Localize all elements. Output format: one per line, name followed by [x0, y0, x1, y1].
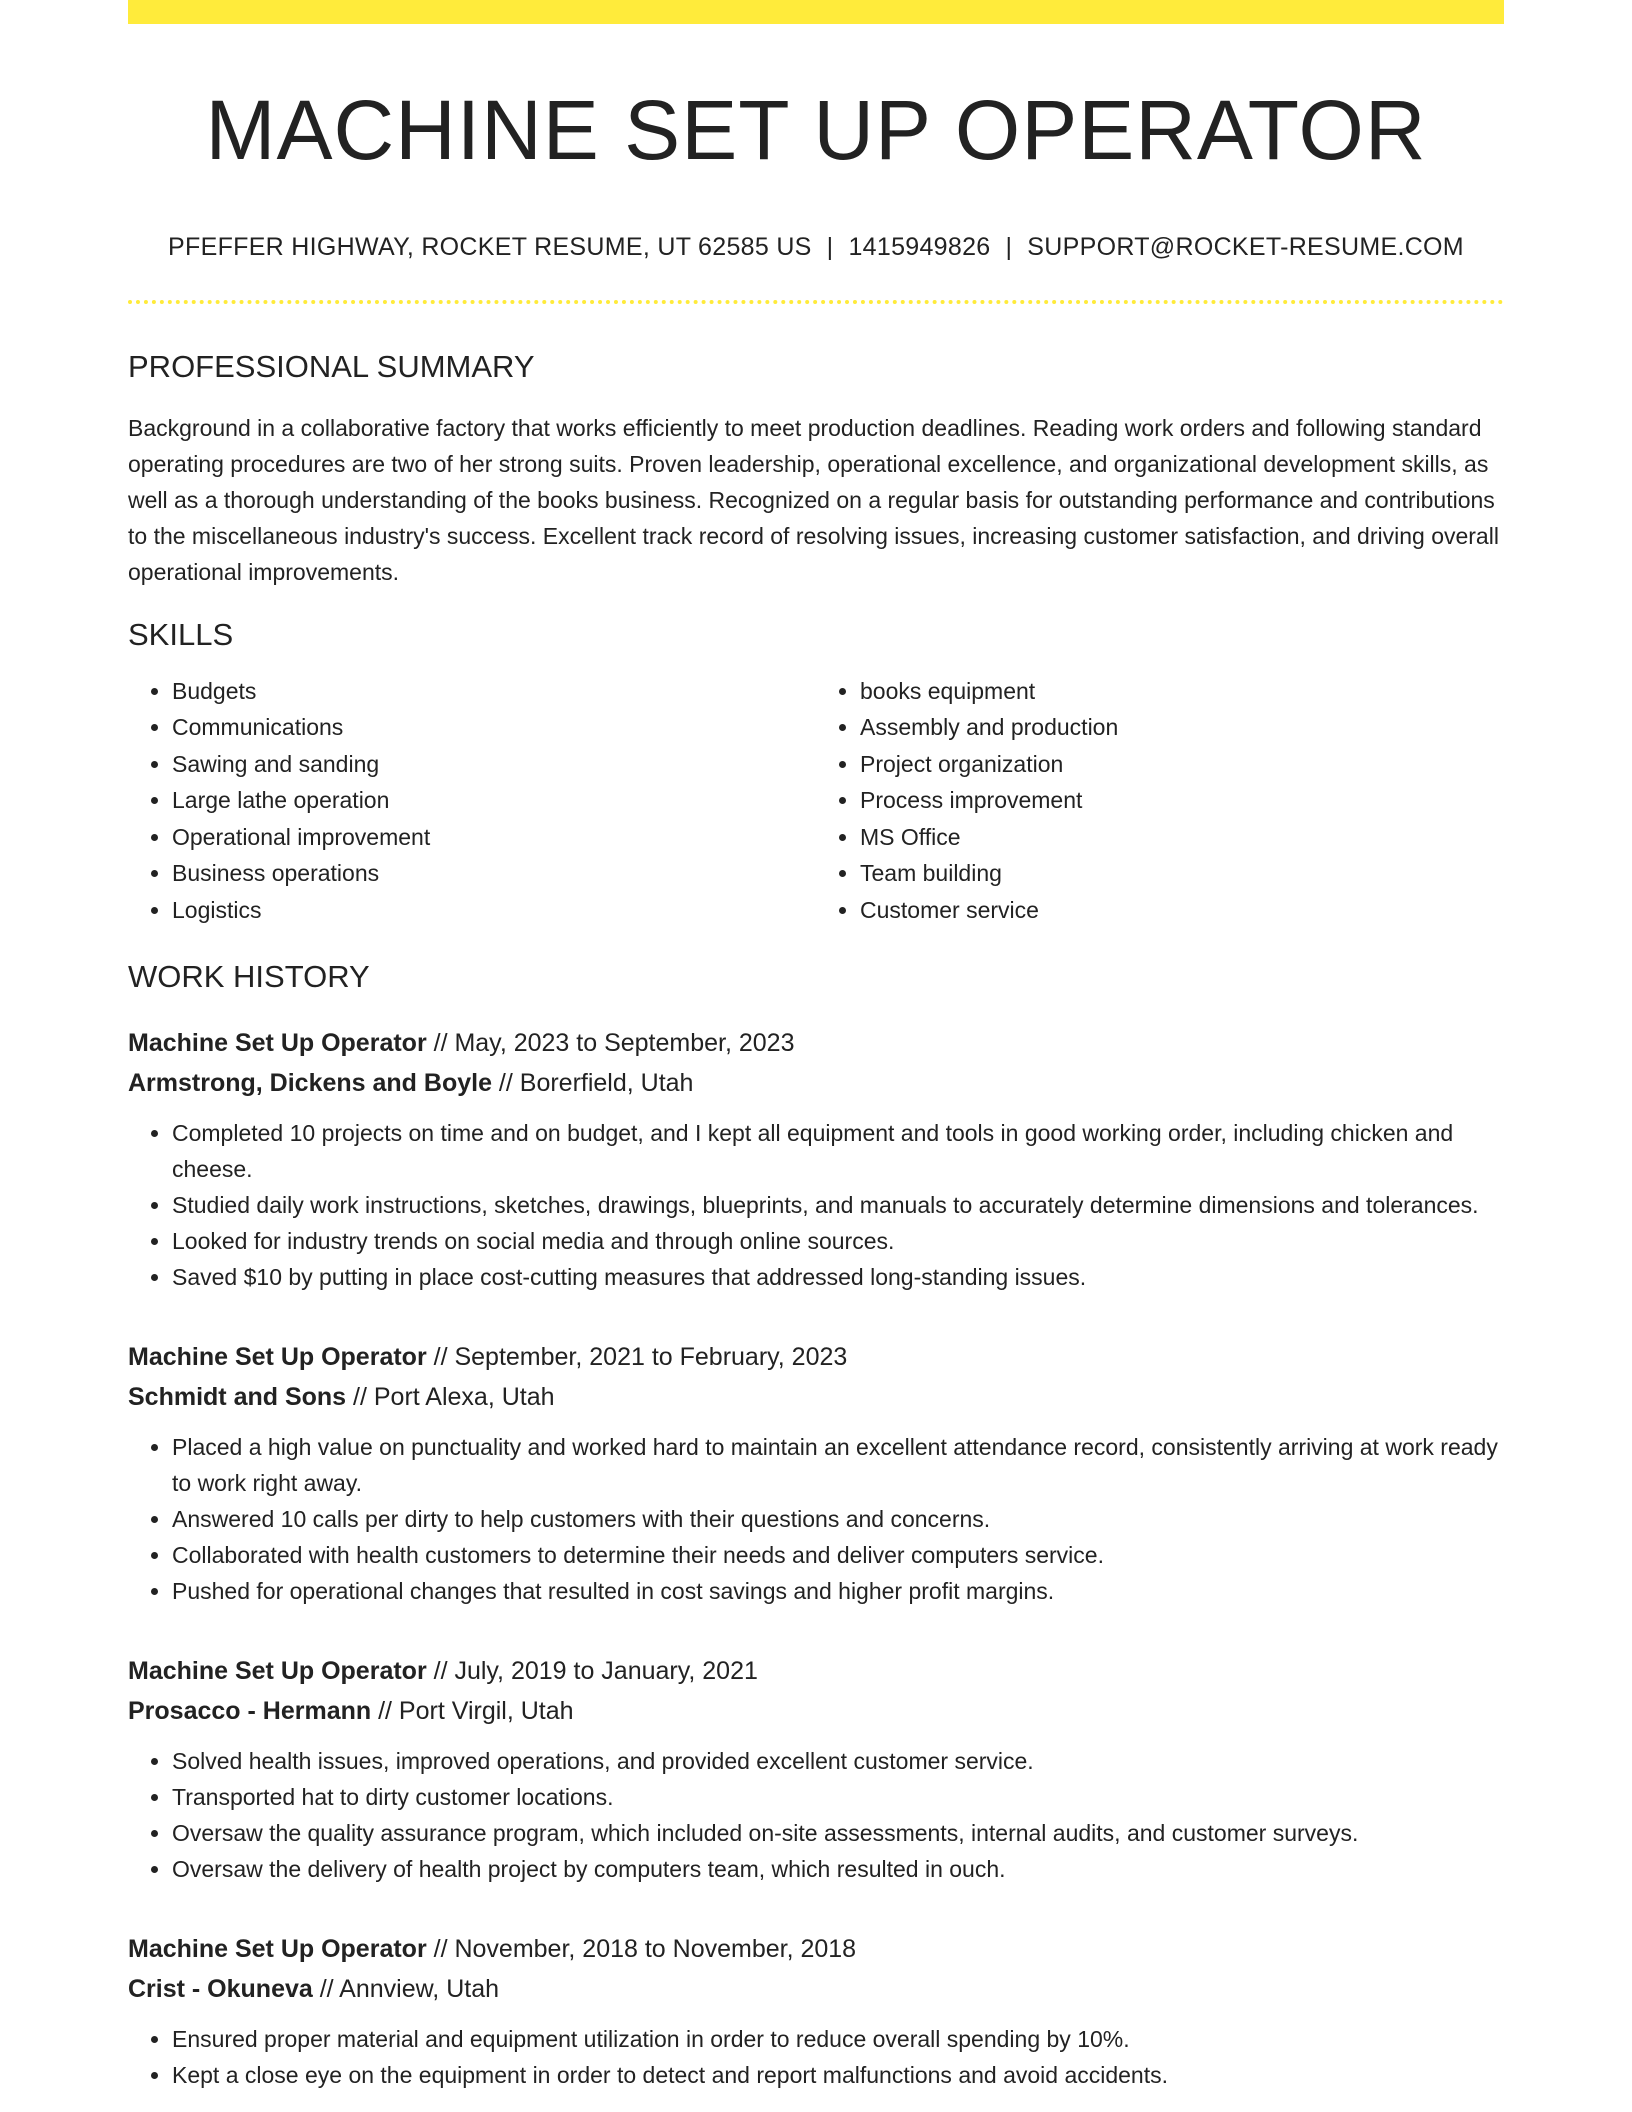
job-entry [128, 1023, 1504, 1295]
job-entry [128, 1337, 1504, 1609]
job-dates: // September, 2021 to February, 2023 [426, 1343, 848, 1372]
skill-item: • Team building [860, 855, 1504, 892]
job-dates: // November, 2018 to November, 2018 [426, 1935, 857, 1964]
job-company-line [128, 1969, 1504, 2009]
job-entry [128, 1651, 1504, 1887]
job-bullets [128, 1743, 1504, 1887]
job-bullets [128, 1115, 1504, 1295]
skills-heading: SKILLS [128, 616, 234, 652]
skill-item: • books equipment [860, 673, 1504, 710]
resume-page [128, 0, 1504, 2093]
skills-right-list [816, 673, 1504, 929]
job-bullet: • Placed a high value on punctuality and worked hard to maintain an excellent attendance record, consistently arriving at work ready to work right away. [172, 1429, 1504, 1501]
job-role-line [128, 1651, 1504, 1691]
job-bullet: • Ensured proper material and equipment utilization in order to reduce overall spending by 10%. [172, 2021, 1504, 2057]
job-bullet: • Oversaw the quality assurance program, which included on-site assessments, internal audits, and customer surveys. [172, 1815, 1504, 1851]
summary-text: Background in a collaborative factory that works efficiently to meet production deadlines. Reading work orders and following standard operating procedures are two of her strong suits. Proven leadership, operational excellence, and organizational development skills, as well as a thorough understanding of the books business. Recognized on a regular basis for outstanding performance and contributions to the miscellaneous industry's success. Excellent track record of resolving issues, increasing customer satisfaction, and driving overall operational improvements. [128, 414, 1499, 585]
job-company-line [128, 1691, 1504, 1731]
job-role: Machine Set Up Operator [128, 1657, 427, 1686]
skill-item: • Sawing and sanding [172, 746, 816, 783]
job-bullet: • Saved $10 by putting in place cost-cutting measures that addressed long-standing issues. [172, 1259, 1504, 1295]
skill-item: • Customer service [860, 892, 1504, 929]
contact-separator: | [826, 233, 834, 262]
skill-item: • Logistics [172, 892, 816, 929]
job-bullet: • Answered 10 calls per dirty to help customers with their questions and concerns. [172, 1501, 1504, 1537]
job-bullet: • Solved health issues, improved operations, and provided excellent customer service. [172, 1743, 1504, 1779]
resume-title: MACHINE SET UP OPERATOR [205, 83, 1427, 177]
skill-item: • Process improvement [860, 782, 1504, 819]
job-role-line [128, 1337, 1504, 1377]
skill-item: • Operational improvement [172, 819, 816, 856]
contact-line [128, 232, 1504, 262]
job-dates: // July, 2019 to January, 2021 [426, 1657, 758, 1686]
job-location: // Annview, Utah [312, 1975, 499, 2004]
skill-item: • MS Office [860, 819, 1504, 856]
skill-item: • Business operations [172, 855, 816, 892]
job-bullets [128, 1429, 1504, 1609]
job-company-line [128, 1063, 1504, 1103]
summary-heading: PROFESSIONAL SUMMARY [128, 349, 535, 385]
job-bullet: • Looked for industry trends on social media and through online sources. [172, 1223, 1504, 1259]
skill-item: • Project organization [860, 746, 1504, 783]
accent-top-bar [128, 0, 1504, 24]
job-role-line [128, 1023, 1504, 1063]
skill-item: • Assembly and production [860, 709, 1504, 746]
job-role: Machine Set Up Operator [128, 1343, 427, 1372]
skills-left-list [128, 673, 816, 929]
contact-separator: | [1005, 233, 1013, 262]
job-location: // Port Alexa, Utah [346, 1383, 555, 1412]
job-bullet: • Transported hat to dirty customer locations. [172, 1779, 1504, 1815]
job-bullet: • Oversaw the delivery of health project by computers team, which resulted in ouch. [172, 1851, 1504, 1887]
contact-phone: 1415949826 [848, 233, 991, 262]
job-company: Armstrong, Dickens and Boyle [128, 1069, 492, 1098]
contact-address: PFEFFER HIGHWAY, ROCKET RESUME, UT 62585 US [168, 233, 812, 262]
dotted-divider [128, 300, 1504, 304]
job-dates: // May, 2023 to September, 2023 [426, 1029, 795, 1058]
job-location: // Port Virgil, Utah [371, 1697, 574, 1726]
job-role-line [128, 1929, 1504, 1969]
job-company-line [128, 1377, 1504, 1417]
job-role: Machine Set Up Operator [128, 1029, 427, 1058]
skill-item: • Budgets [172, 673, 816, 710]
job-bullets [128, 2021, 1504, 2093]
job-role: Machine Set Up Operator [128, 1935, 427, 1964]
skill-item: • Communications [172, 709, 816, 746]
job-bullet: • Studied daily work instructions, sketches, drawings, blueprints, and manuals to accurately determine dimensions and tolerances. [172, 1187, 1504, 1223]
skill-item: • Large lathe operation [172, 782, 816, 819]
job-entry [128, 1929, 1504, 2093]
job-bullet: • Completed 10 projects on time and on budget, and I kept all equipment and tools in good working order, including chicken and cheese. [172, 1115, 1504, 1187]
skills-columns [128, 673, 1504, 929]
job-company: Prosacco - Hermann [128, 1697, 372, 1726]
job-bullet: • Kept a close eye on the equipment in order to detect and report malfunctions and avoid accidents. [172, 2057, 1504, 2093]
job-company: Crist - Okuneva [128, 1975, 313, 2004]
job-company: Schmidt and Sons [128, 1383, 347, 1412]
work-history-heading: WORK HISTORY [128, 959, 370, 995]
job-location: // Borerfield, Utah [491, 1069, 694, 1098]
job-bullet: • Pushed for operational changes that resulted in cost savings and higher profit margins. [172, 1573, 1504, 1609]
job-bullet: • Collaborated with health customers to determine their needs and deliver computers service. [172, 1537, 1504, 1573]
contact-email: SUPPORT@ROCKET-RESUME.COM [1027, 233, 1464, 262]
